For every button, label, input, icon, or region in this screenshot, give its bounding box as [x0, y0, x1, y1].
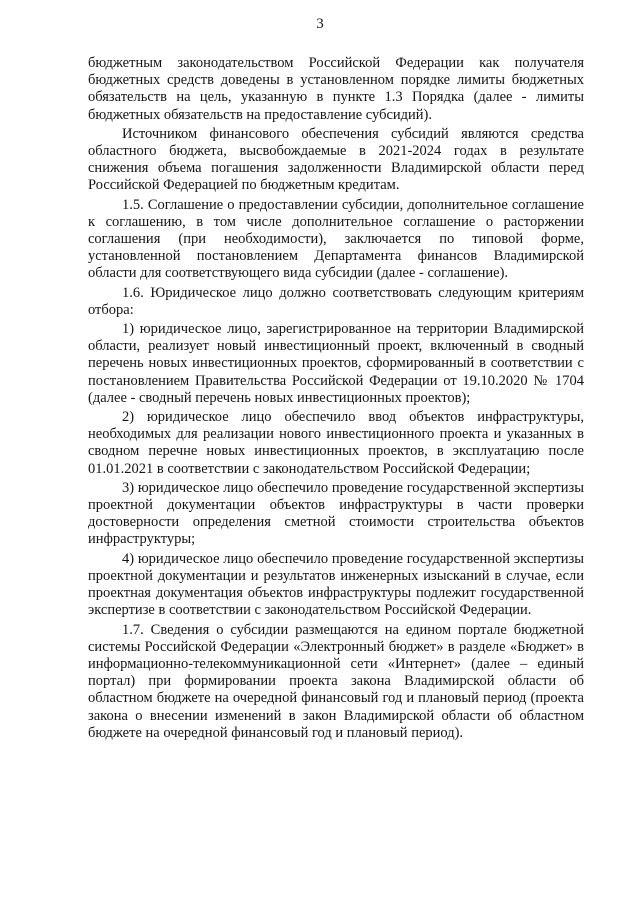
criterion-3: 3) юридическое лицо обеспечило проведение государственной экспертизы проектной документации объектов инфраструктуры в части проверки достоверности определения сметной стоимости строительства объектов инфраструктуры; [88, 479, 584, 548]
document-body [88, 55, 584, 742]
paragraph-budget-limits: бюджетным законодательством Российской Федерации как получателя бюджетных средств доведены в установленном порядке лимиты бюджетных обязательств на цель, указанную в пункте 1.3 Порядка (далее - лимиты бюджетных обязательств на предоставление субсидий). [88, 55, 584, 123]
page-number: 3 [316, 16, 324, 32]
criterion-2: 2) юридическое лицо обеспечило ввод объектов инфраструктуры, необходимых для реализации нового инвестиционного проекта и указанных в сводном перечне новых инвестиционных проектов, в эксплуатацию после 01.01.2021 в соответствии с законодательством Российской Федерации; [88, 409, 584, 477]
paragraph-1-6-criteria: 1.6. Юридическое лицо должно соответствовать следующим критериям отбора: [88, 284, 584, 318]
paragraph-1-7-portal: 1.7. Сведения о субсидии размещаются на едином портале бюджетной системы Российской Федерации «Электронный бюджет» в разделе «Бюджет» в информационно-телекоммуникационной сети «Интернет» (далее – единый портал) при формировании проекта закона Владимирской области об областном бюджете на очередной финансовый год и плановый период (проекта закона о внесении изменений в закон Владимирской области об областном бюджете на очередной финансовый год и плановый период). [88, 621, 584, 741]
paragraph-funding-source: Источником финансового обеспечения субсидий являются средства областного бюджета, высвобождаемые в 2021-2024 годах в результате снижения объема погашения задолженности Владимирской области перед Российской Федерацией по бюджетным кредитам. [88, 125, 584, 194]
paragraph-1-5-agreement: 1.5. Соглашение о предоставлении субсидии, дополнительное соглашение к соглашению, в том числе дополнительное соглашение о расторжении соглашения (при необходимости), заключается по типовой форме, установленной постановлением Департамента финансов Владимирской области для соответствующего вида субсидии (далее - соглашение). [88, 196, 584, 282]
criterion-4: 4) юридическое лицо обеспечило проведение государственной экспертизы проектной документации и результатов инженерных изысканий в случае, если проектная документация объектов инфраструктуры подлежит государственной экспертизе в соответствии с законодательством Российской Федерации. [88, 550, 584, 619]
criterion-1: 1) юридическое лицо, зарегистрированное на территории Владимирской области, реализует новый инвестиционный проект, включенный в сводный перечень новых инвестиционных проектов, сформированный в соответствии с постановлением Правительства Российской Федерации от 19.10.2020 № 1704 (далее - сводный перечень новых инвестиционных проектов); [88, 321, 584, 406]
